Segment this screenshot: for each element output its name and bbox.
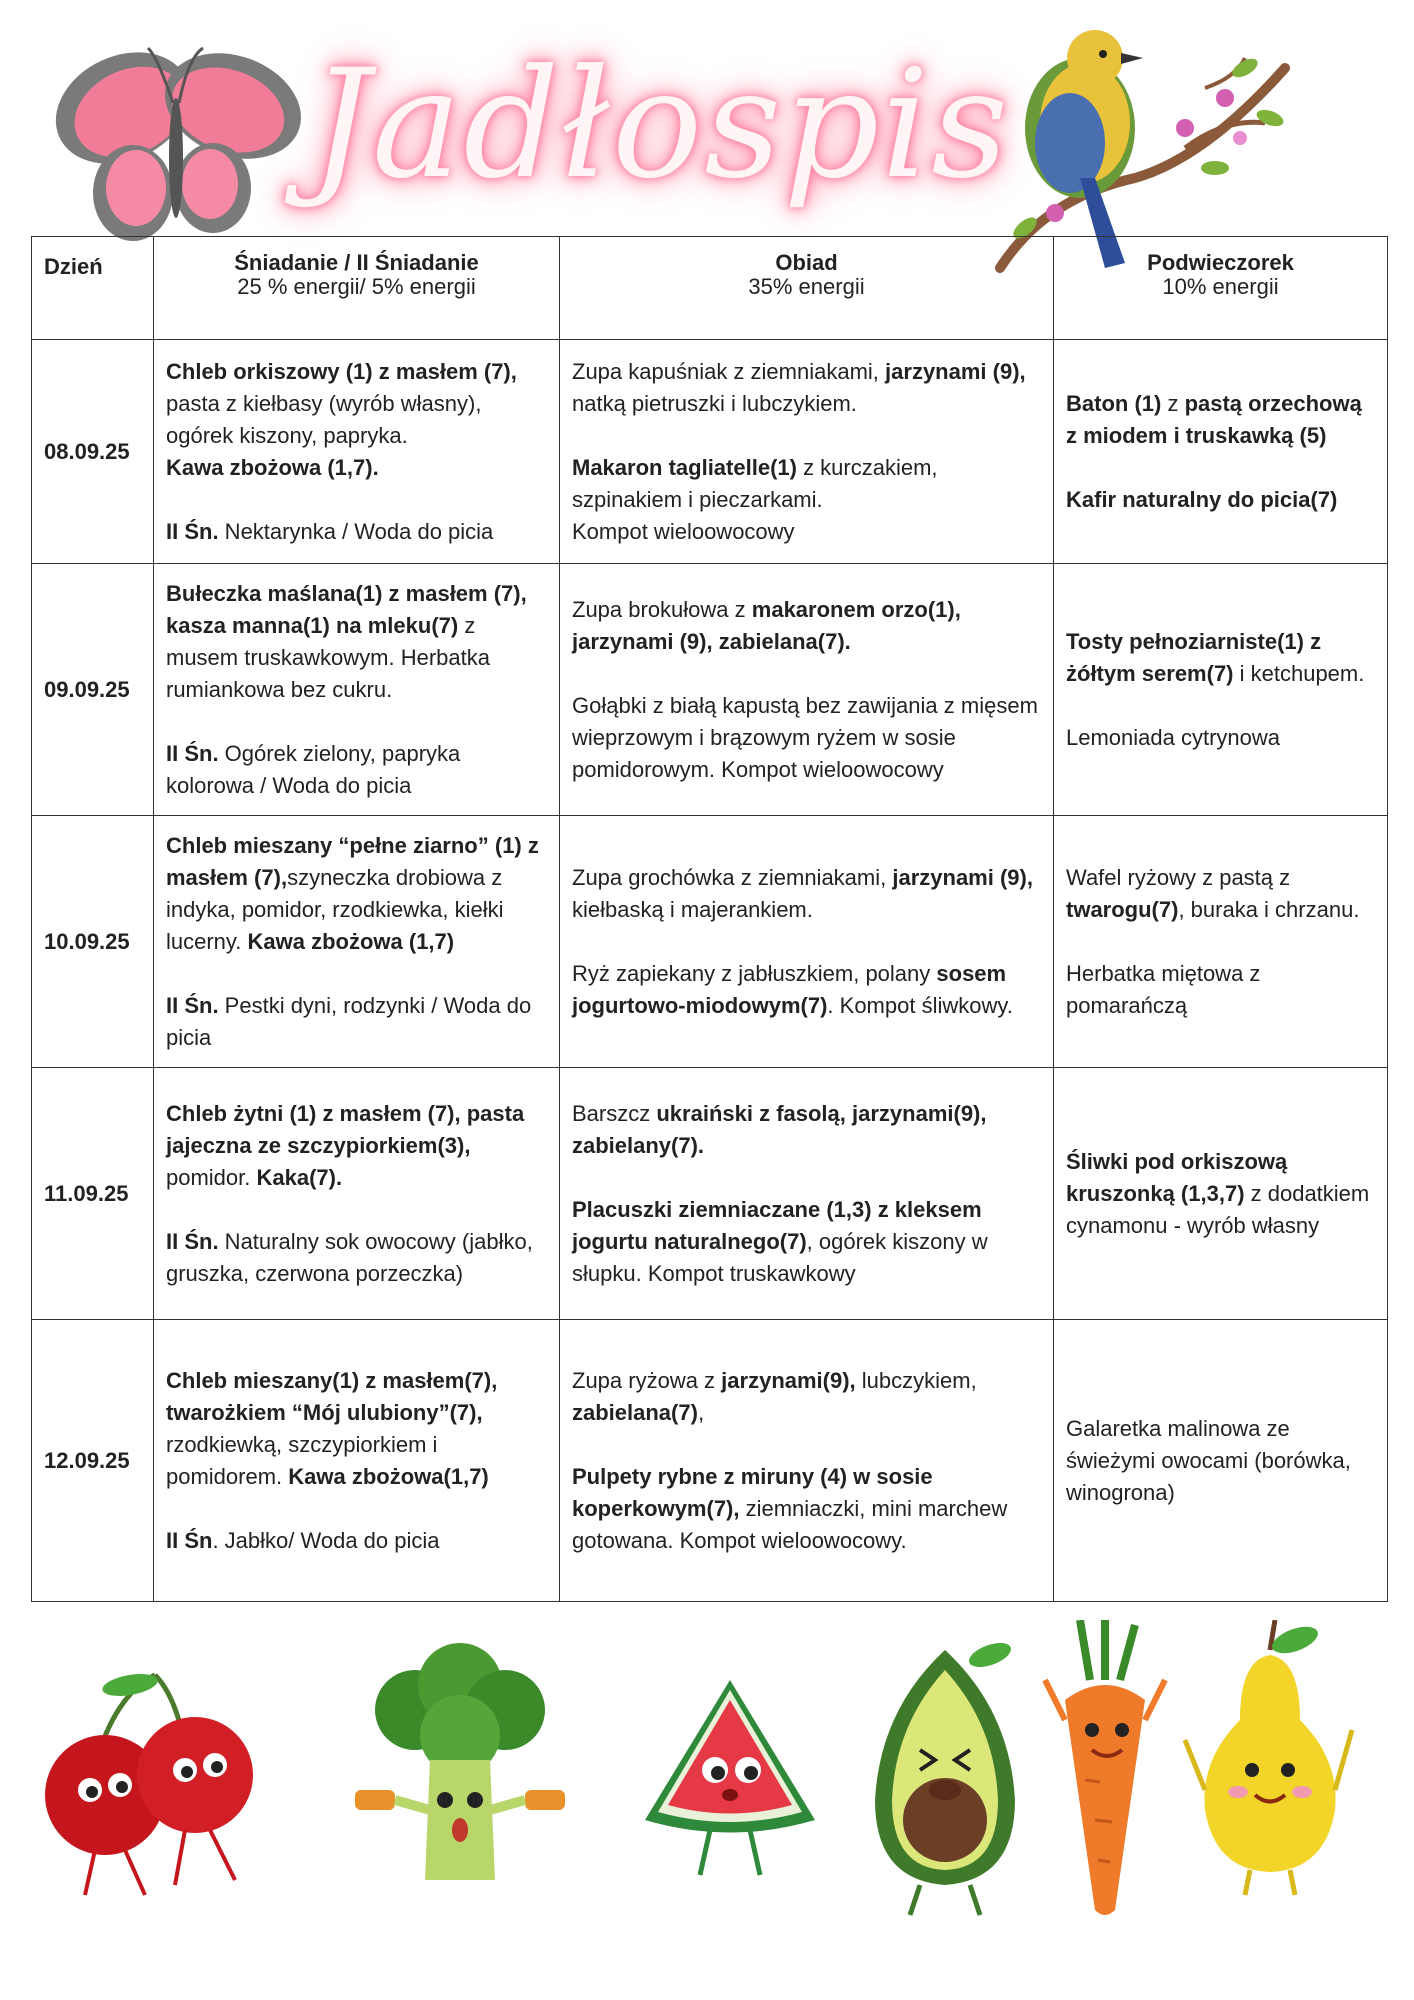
menu-row <box>32 816 1388 1068</box>
day-date: 12.09.25 <box>32 1320 154 1602</box>
carrot-icon <box>1040 1620 1170 1930</box>
menu-row <box>32 1068 1388 1320</box>
menu-row <box>32 340 1388 564</box>
lunch-cell: Zupa brokułowa z makaronem orzo(1), jarzynami (9), zabielana(7). Gołąbki z białą kapustą bez zawijania z mięsem wieprzowym i brązowym ryżem w sosie pomidorowym. Kompot wieloowocowy <box>560 564 1054 816</box>
breakfast-cell: Chleb mieszany “pełne ziarno” (1) z masłem (7),szyneczka drobiowa z indyka, pomidor, rzodkiewka, kiełki lucerny. Kawa zbożowa (1,7) II Śn. Pestki dyni, rodzynki / Woda do picia <box>154 816 560 1068</box>
cherries-icon <box>35 1655 295 1905</box>
breakfast-cell: Chleb orkiszowy (1) z masłem (7), pasta z kiełbasy (wyrób własny), ogórek kiszony, papryka. Kawa zbożowa (1,7). II Śn. Nektarynka / Woda do picia <box>154 340 560 564</box>
avocado-icon <box>850 1630 1040 1920</box>
snack-cell: Galaretka malinowa ze świeżymi owocami (borówka, winogrona) <box>1054 1320 1388 1602</box>
header-row <box>32 237 1388 340</box>
lunch-cell: Zupa kapuśniak z ziemniakami, jarzynami (9), natką pietruszki i lubczykiem. Makaron tagliatelle(1) z kurczakiem, szpinakiem i pieczarkami. Kompot wieloowocowy <box>560 340 1054 564</box>
fruit-characters <box>0 1600 1414 2000</box>
lunch-cell: Zupa ryżowa z jarzynami(9), lubczykiem, zabielana(7), Pulpety rybne z miruny (4) w sosie koperkowym(7), ziemniaczki, mini marchew gotowana. Kompot wieloowocowy. <box>560 1320 1054 1602</box>
pear-icon <box>1180 1620 1360 1900</box>
snack-cell: Śliwki pod orkiszową kruszonką (1,3,7) z dodatkiem cynamonu - wyrób własny <box>1054 1068 1388 1320</box>
butterfly-icon <box>38 28 308 258</box>
header-snack: Podwieczorek 10% energii <box>1054 237 1388 340</box>
day-date: 08.09.25 <box>32 340 154 564</box>
day-date: 11.09.25 <box>32 1068 154 1320</box>
header-day: Dzień <box>32 237 154 340</box>
menu-row <box>32 564 1388 816</box>
snack-cell: Baton (1) z pastą orzechową z miodem i truskawką (5) Kafir naturalny do picia(7) <box>1054 340 1388 564</box>
snack-cell: Tosty pełnoziarniste(1) z żółtym serem(7) i ketchupem. Lemoniada cytrynowa <box>1054 564 1388 816</box>
day-date: 09.09.25 <box>32 564 154 816</box>
watermelon-icon <box>630 1670 830 1890</box>
snack-cell: Wafel ryżowy z pastą z twarogu(7), buraka i chrzanu. Herbatka miętowa z pomarańczą <box>1054 816 1388 1068</box>
breakfast-cell: Chleb mieszany(1) z masłem(7), twarożkiem “Mój ulubiony”(7), rzodkiewką, szczypiorkiem i pomidorem. Kawa zbożowa(1,7) II Śn. Jabłko/ Woda do picia <box>154 1320 560 1602</box>
lunch-cell: Barszcz ukraiński z fasolą, jarzynami(9), zabielany(7). Placuszki ziemniaczane (1,3) z kleksem jogurtu naturalnego(7), ogórek kiszony w słupku. Kompot truskawkowy <box>560 1068 1054 1320</box>
menu-table <box>31 236 1388 1602</box>
broccoli-icon <box>345 1640 575 1900</box>
header-lunch: Obiad 35% energii <box>560 237 1054 340</box>
breakfast-cell: Chleb żytni (1) z masłem (7), pasta jajeczna ze szczypiorkiem(3), pomidor. Kaka(7). II Śn. Naturalny sok owocowy (jabłko, gruszka, czerwona porzeczka) <box>154 1068 560 1320</box>
header-breakfast: Śniadanie / II Śniadanie 25 % energii/ 5% energii <box>154 237 560 340</box>
page-title: Jadłospis <box>309 38 1011 212</box>
day-date: 10.09.25 <box>32 816 154 1068</box>
breakfast-cell: Bułeczka maślana(1) z masłem (7), kasza manna(1) na mleku(7) z musem truskawkowym. Herbatka rumiankowa bez cukru. II Śn. Ogórek zielony, papryka kolorowa / Woda do picia <box>154 564 560 816</box>
lunch-cell: Zupa grochówka z ziemniakami, jarzynami (9), kiełbaską i majerankiem. Ryż zapiekany z jabłuszkiem, polany sosem jogurtowo-miodowym(7). Kompot śliwkowy. <box>560 816 1054 1068</box>
menu-row <box>32 1320 1388 1602</box>
